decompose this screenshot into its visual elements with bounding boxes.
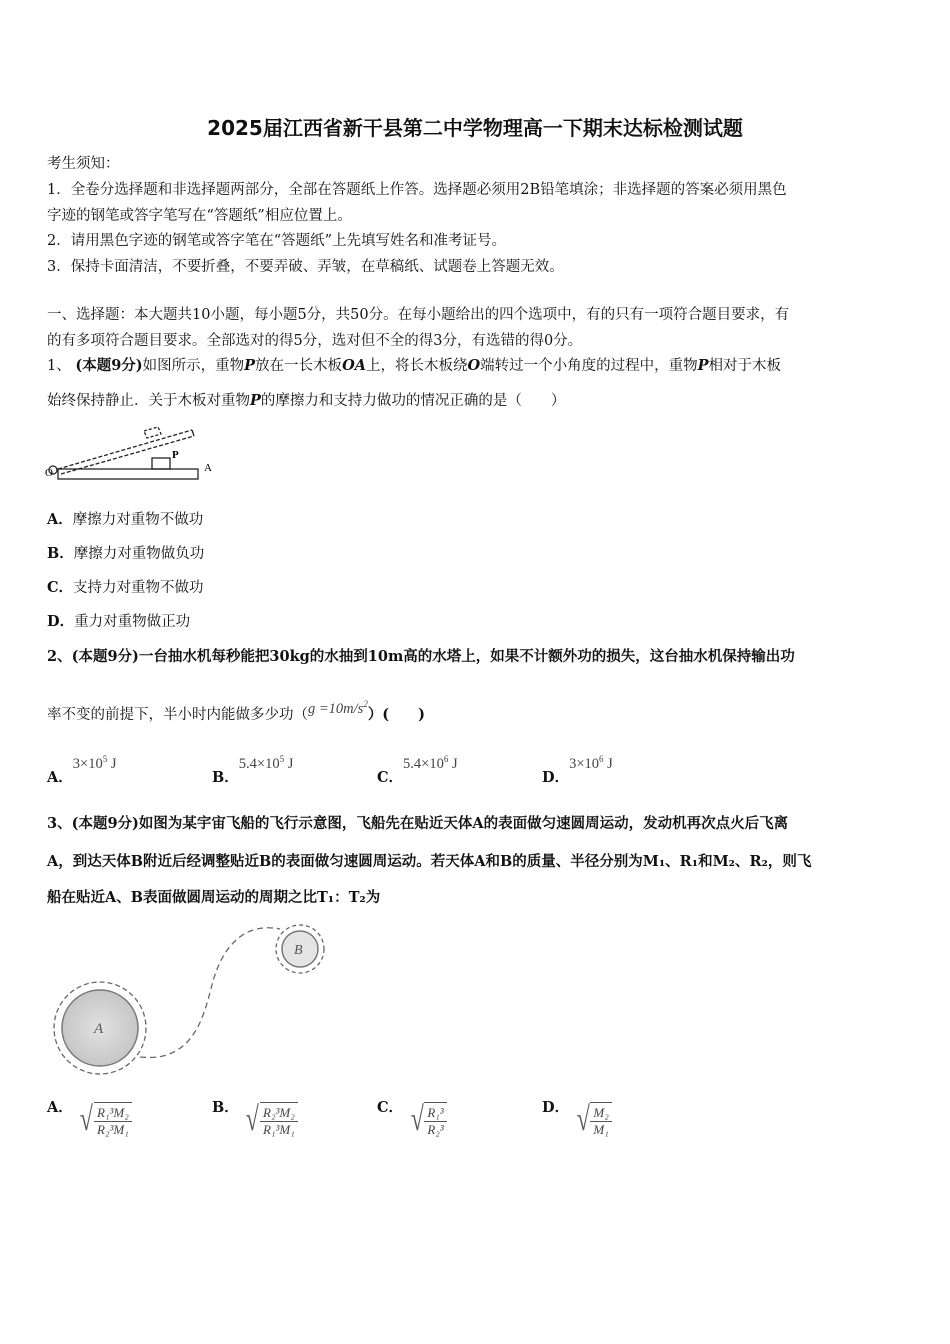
section-intro: 的有多项符合题目要求。全部选对的得5分，选对但不全的得3分，有选错的得0分。 [47,333,583,349]
question-3-stem [47,812,788,833]
notice-heading: 考生须知： [47,156,120,172]
fraction-numerator: M₂ [590,1105,611,1122]
question-number: 3、 [47,815,72,832]
option-value [239,756,294,772]
q1-option-d[interactable] [47,610,190,631]
option-label: A． [47,1099,73,1116]
fraction-numerator: R₂³M₂ [260,1105,298,1122]
option-label: C． [47,579,74,596]
var-p: P [697,357,709,374]
gravity-expression-base: g =10m/s [308,701,364,717]
option-label: B． [212,1099,239,1116]
question-text: ）( ) [367,706,426,723]
page-title: 2025届江西省新干县第二中学物理高一下期末达标检测试题 [207,116,743,140]
fraction [94,1102,132,1138]
option-label: C． [377,769,404,786]
option-value [403,756,458,772]
var-p: P [244,357,256,374]
value-base: 5.4×10 [238,756,280,772]
value-unit: J [284,756,294,772]
label-b: B [294,943,303,958]
label-p: P [172,449,179,461]
option-text: 重力对重物做正功 [74,614,191,630]
value-unit: J [448,756,458,772]
notice-item: 1．全卷分选择题和非选择题两部分，全部在答题纸上作答。选择题必须用2B铅笔填涂；非选择题的答案必须用黑色 [47,182,787,198]
fraction-denominator: R₂³ [427,1122,444,1137]
section-intro: 一、选择题：本大题共10小题，每小题5分，共50分。在每小题给出的四个选项中，有的只有一项符合题目要求，有 [47,307,790,323]
option-value [73,756,117,772]
fraction [590,1102,611,1138]
q1-option-a[interactable] [47,508,203,529]
option-label: B． [47,545,74,562]
fraction [424,1102,446,1138]
value-base: 3×10 [72,756,103,772]
value-unit: J [107,756,117,772]
question-text: 率不变的前提下，半小时内能做多少功（ [47,707,308,723]
option-label: D． [47,613,75,630]
question-text: (本题9分)如图为某宇宙飞船的飞行示意图，飞船先在贴近天体A的表面做匀速圆周运动，发动机再次点火后飞离 [71,815,789,832]
q3-option-a[interactable] [47,1099,132,1138]
gravity-expression-exponent: 2 [363,699,368,710]
spacecraft-orbit-figure [44,915,344,1085]
q2-option-a[interactable] [47,752,117,786]
sqrt-sign: √ [246,1101,260,1138]
question-2-stem-line2 [47,699,426,724]
question-text: 始终保持静止．关于木板对重物 [47,393,250,409]
notice-item: 字迹的钢笔或答字笔写在“答题纸”相应位置上。 [47,208,352,224]
sqrt-expression [77,1102,131,1138]
question-text: 端转过一个小角度的过程中，重物 [480,358,698,374]
option-text: 摩擦力对重物做负功 [73,546,205,562]
sqrt-sign: √ [410,1101,424,1138]
q1-option-c[interactable] [47,576,204,597]
question-1-stem [47,354,781,375]
value-exponent: 6 [599,754,604,765]
fraction-numerator: R₁³M₂ [94,1105,132,1122]
question-1-stem-line2 [47,389,565,410]
question-number: 2、 [47,648,72,665]
question-text: 上，将长木板绕 [365,358,468,374]
sqrt-expression [574,1102,612,1138]
question-text: 如图所示，重物 [142,358,245,374]
q3-option-c[interactable] [377,1099,447,1138]
sqrt-expression [243,1102,297,1138]
q3-option-d[interactable] [542,1099,612,1138]
question-text: 的摩擦力和支持力做功的情况正确的是（ ） [260,393,566,409]
var-o: O [467,357,481,374]
option-text: 摩擦力对重物不做功 [72,512,204,528]
fraction [260,1102,298,1138]
fraction-denominator: M₁ [593,1122,609,1137]
q2-option-c[interactable] [377,752,458,786]
question-3-stem-line3: 船在贴近A、B表面做圆周运动的周期之比T₁：T₂为 [47,889,381,906]
fraction-denominator: R₁³M₁ [263,1122,295,1137]
option-label: D． [542,769,570,786]
notice-item: 2．请用黑色字迹的钢笔或答字笔在“答题纸”上先填写姓名和准考证号。 [47,233,507,249]
option-label: C． [377,1099,404,1116]
fraction-denominator: R₂³M₁ [97,1122,129,1137]
option-label: A． [47,511,73,528]
question-2-stem [47,645,795,666]
label-a: A [94,1021,104,1037]
value-exponent: 6 [443,754,449,765]
question-text: (本题9分)一台抽水机每秒能把30kg的水抽到10m高的水塔上，如果不计额外功的损失，这台抽水机保持输出功 [71,648,795,665]
value-unit: J [603,756,613,772]
sqrt-expression [408,1102,447,1138]
value-base: 3×10 [569,756,600,772]
option-label: D． [542,1099,570,1116]
value-exponent: 5 [102,754,108,765]
option-value [569,756,613,772]
question-text: 相对于木板 [708,358,781,374]
option-text: 支持力对重物不做功 [73,580,204,596]
question-text: 放在一长木板 [255,358,343,374]
inclined-board-figure [44,418,224,486]
option-label: B． [212,769,239,786]
question-tag: (本题9分) [75,357,143,374]
q3-option-b[interactable] [212,1099,298,1138]
q1-option-b[interactable] [47,542,204,563]
value-base: 5.4×10 [403,756,444,772]
sqrt-sign: √ [576,1101,590,1138]
label-a: A [204,462,212,474]
fraction-numerator: R₁³ [424,1105,446,1122]
question-number: 1、 [47,358,71,374]
var-p: P [250,392,261,409]
option-label: A． [47,769,73,786]
q2-option-d[interactable] [542,752,613,786]
q2-option-b[interactable] [212,752,294,786]
label-o: O [45,467,53,479]
var-oa: OA [342,357,366,374]
notice-item: 3．保持卡面清洁，不要折叠，不要弄破、弄皱，在草稿纸、试题卷上答题无效。 [47,259,564,275]
sqrt-sign: √ [80,1101,94,1138]
question-3-stem-line2: A，到达天体B附近后经调整贴近B的表面做匀速圆周运动。若天体A和B的质量、半径分别为M₁、R₁和M₂、R₂，则飞 [47,853,812,870]
gravity-expression [308,701,368,717]
value-exponent: 5 [279,754,285,765]
